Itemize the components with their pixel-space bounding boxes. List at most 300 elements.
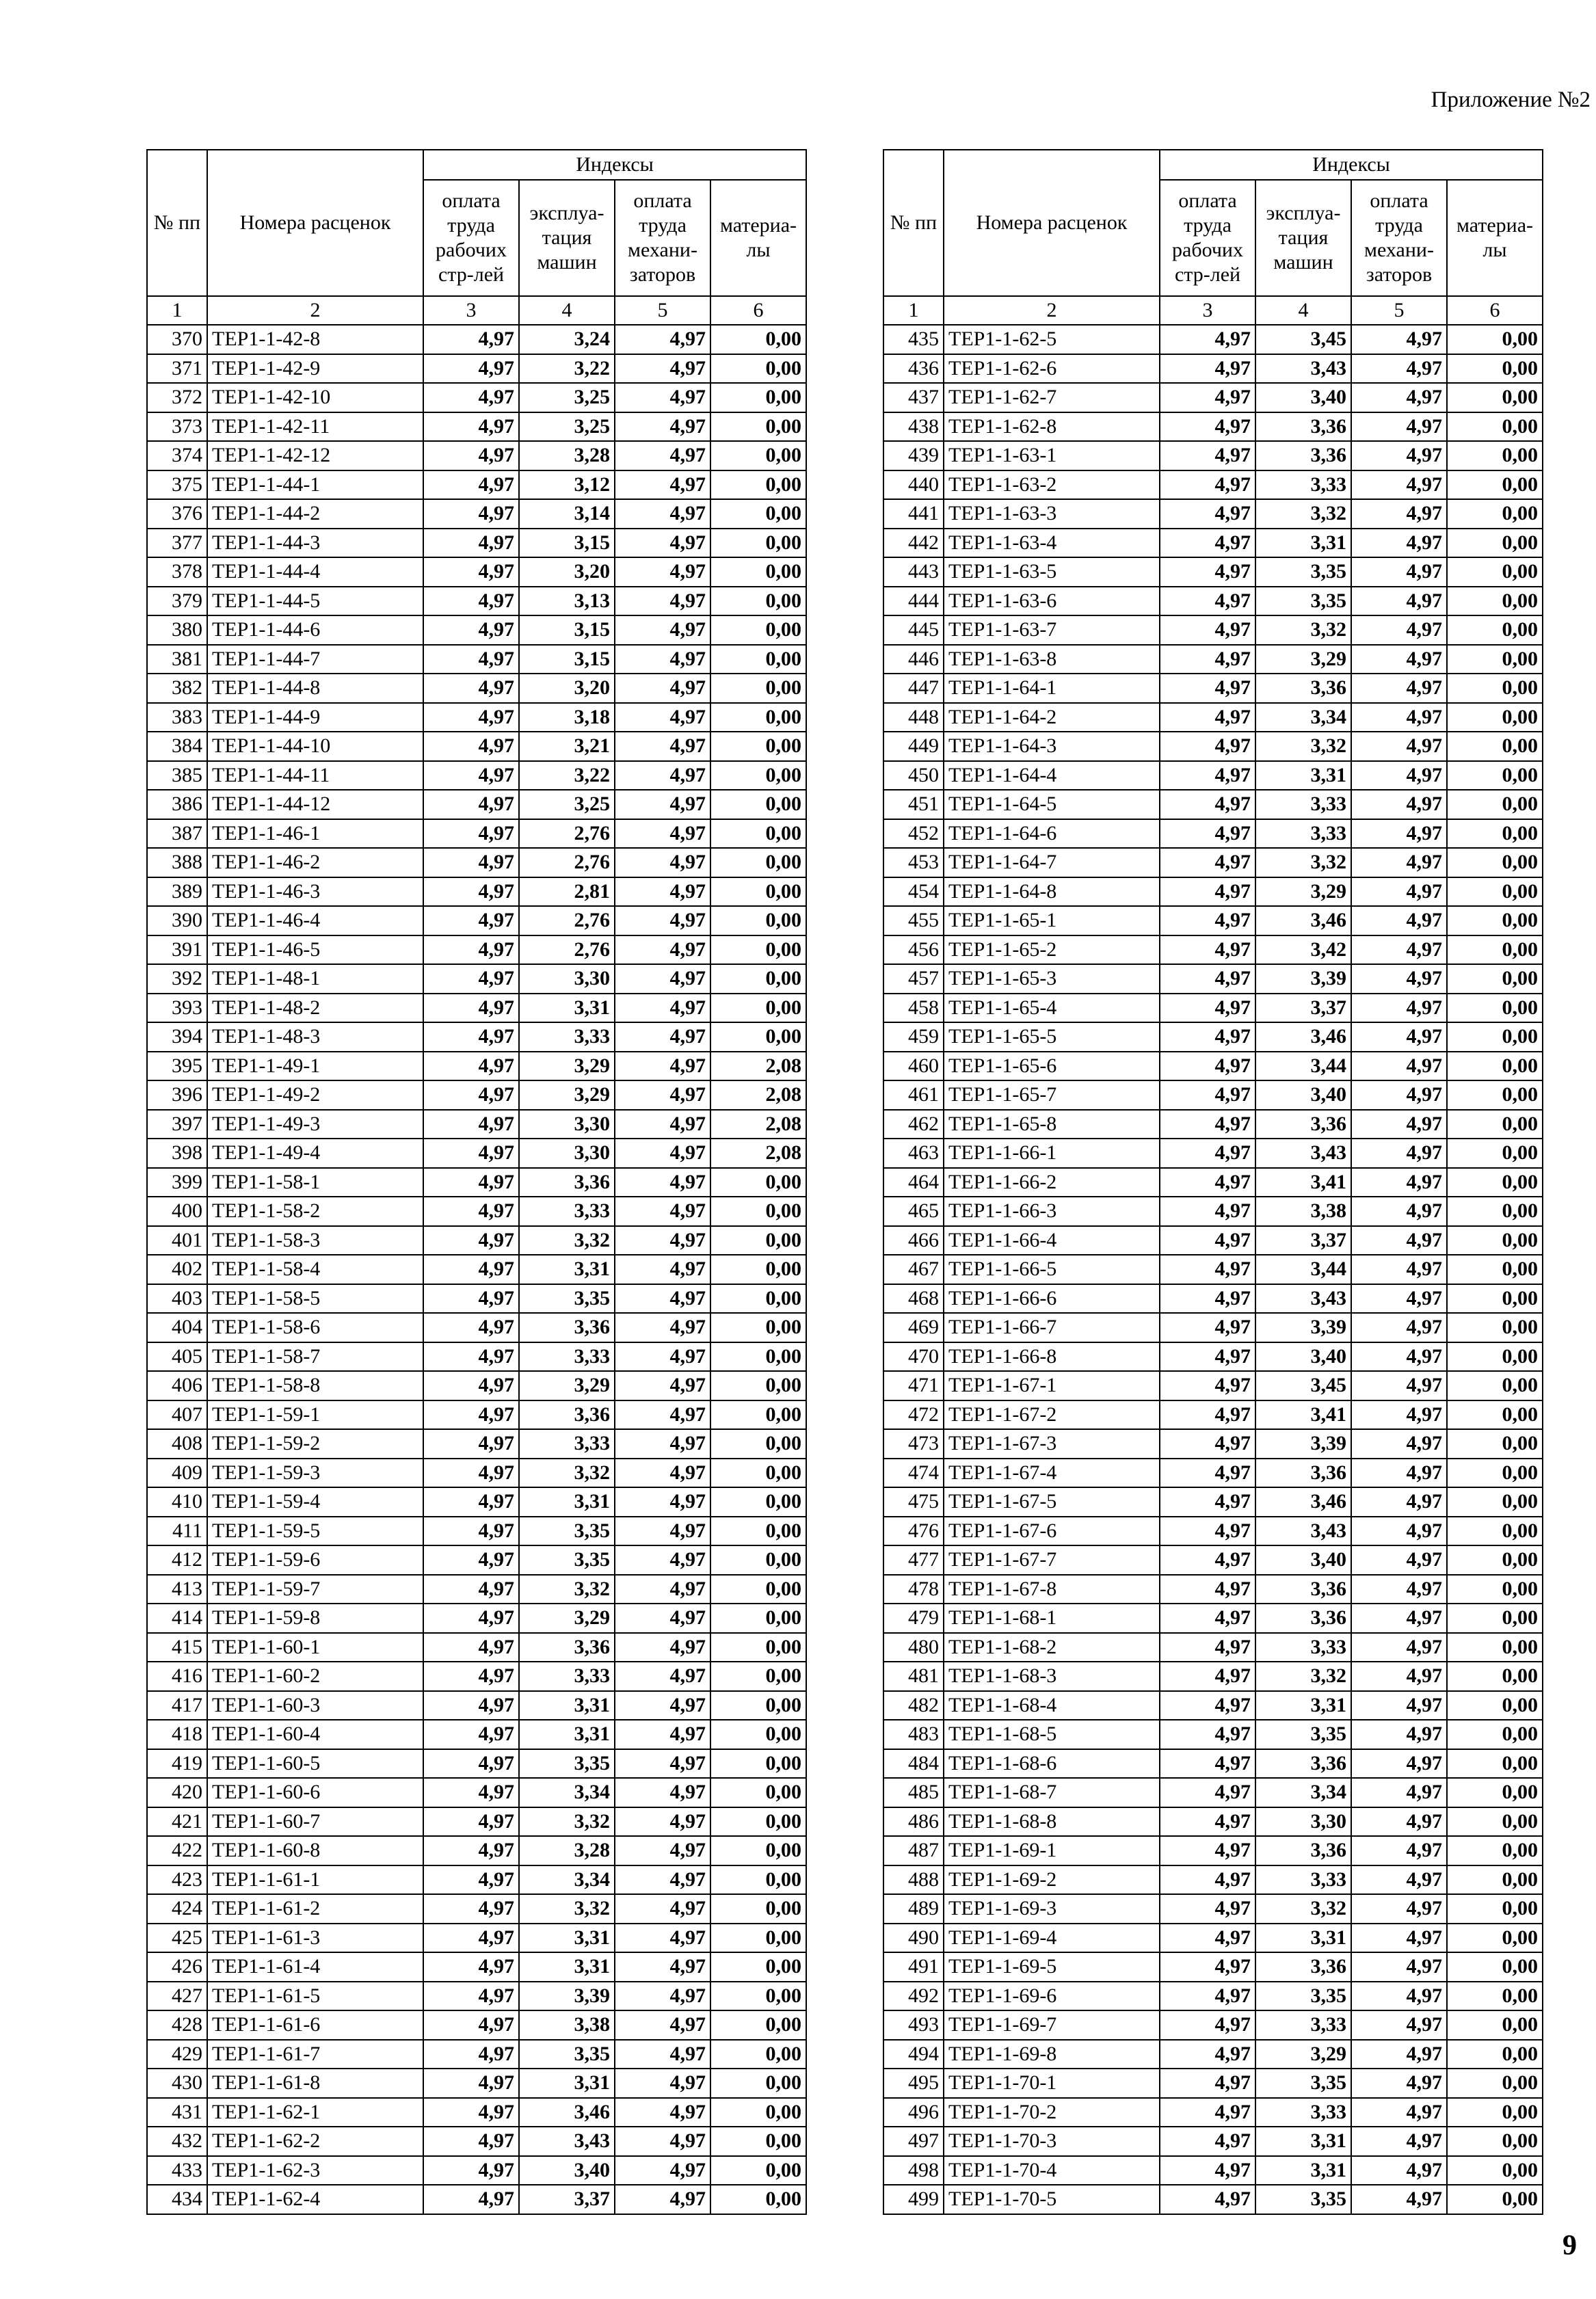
machines-index: 3,29 bbox=[519, 1371, 615, 1400]
rate-code: ТЕР1-1-62-5 bbox=[944, 325, 1160, 354]
materials-index: 0,00 bbox=[1447, 325, 1543, 354]
row-number: 386 bbox=[147, 790, 207, 819]
machines-index: 3,35 bbox=[1255, 1982, 1351, 2011]
table-row bbox=[883, 2156, 1543, 2185]
col-header-code: Номера расценок bbox=[944, 150, 1160, 296]
table-row bbox=[883, 1022, 1543, 1052]
materials-index: 0,00 bbox=[710, 964, 806, 994]
machines-index: 3,31 bbox=[519, 1924, 615, 1953]
machines-index: 3,34 bbox=[519, 1778, 615, 1807]
table-row bbox=[147, 1022, 806, 1052]
operators-index: 4,97 bbox=[615, 1778, 710, 1807]
machines-index: 3,44 bbox=[1255, 1255, 1351, 1284]
materials-index: 0,00 bbox=[1447, 1924, 1543, 1953]
row-number: 374 bbox=[147, 441, 207, 470]
table-row bbox=[147, 703, 806, 732]
row-number: 428 bbox=[147, 2010, 207, 2040]
operators-index: 4,97 bbox=[615, 1865, 710, 1895]
row-number: 451 bbox=[883, 790, 944, 819]
operators-index: 4,97 bbox=[1351, 1459, 1447, 1488]
table-row bbox=[147, 732, 806, 761]
operators-index: 4,97 bbox=[1351, 1894, 1447, 1924]
row-number: 463 bbox=[883, 1139, 944, 1168]
machines-index: 3,31 bbox=[519, 1720, 615, 1749]
table-row bbox=[147, 1865, 806, 1895]
row-number: 400 bbox=[147, 1197, 207, 1226]
operators-index: 4,97 bbox=[1351, 1284, 1447, 1314]
rate-code: ТЕР1-1-69-4 bbox=[944, 1924, 1160, 1953]
row-number: 418 bbox=[147, 1720, 207, 1749]
rate-code: ТЕР1-1-44-11 bbox=[207, 761, 423, 790]
table-row bbox=[147, 1080, 806, 1110]
row-number: 477 bbox=[883, 1545, 944, 1575]
wages-index: 4,97 bbox=[423, 906, 519, 935]
materials-index: 0,00 bbox=[1447, 1720, 1543, 1749]
operators-index: 4,97 bbox=[1351, 703, 1447, 732]
table-row bbox=[147, 1342, 806, 1372]
rate-code: ТЕР1-1-60-3 bbox=[207, 1691, 423, 1720]
row-number: 496 bbox=[883, 2098, 944, 2127]
rate-code: ТЕР1-1-66-7 bbox=[944, 1313, 1160, 1342]
row-number: 399 bbox=[147, 1168, 207, 1197]
rate-code: ТЕР1-1-58-7 bbox=[207, 1342, 423, 1372]
materials-index: 0,00 bbox=[1447, 1749, 1543, 1779]
operators-index: 4,97 bbox=[615, 2010, 710, 2040]
rates-table-right bbox=[883, 149, 1543, 2215]
row-number: 397 bbox=[147, 1110, 207, 1139]
operators-index: 4,97 bbox=[1351, 2010, 1447, 2040]
table-row bbox=[147, 761, 806, 790]
machines-index: 3,32 bbox=[519, 1226, 615, 1255]
materials-index: 0,00 bbox=[1447, 1517, 1543, 1546]
table-row bbox=[147, 1371, 806, 1400]
materials-index: 0,00 bbox=[1447, 1284, 1543, 1314]
operators-index: 4,97 bbox=[615, 906, 710, 935]
materials-index: 0,00 bbox=[1447, 1487, 1543, 1517]
wages-index: 4,97 bbox=[423, 1691, 519, 1720]
machines-index: 3,30 bbox=[519, 1110, 615, 1139]
table-row bbox=[883, 1313, 1543, 1342]
row-number: 388 bbox=[147, 848, 207, 877]
col-header-wages: оплата труда рабочих стр-лей bbox=[1160, 180, 1255, 296]
materials-index: 0,00 bbox=[1447, 587, 1543, 616]
machines-index: 3,43 bbox=[1255, 1517, 1351, 1546]
rate-code: ТЕР1-1-64-8 bbox=[944, 877, 1160, 907]
rate-code: ТЕР1-1-63-4 bbox=[944, 529, 1160, 558]
row-number: 416 bbox=[147, 1662, 207, 1691]
wages-index: 4,97 bbox=[423, 1894, 519, 1924]
machines-index: 3,36 bbox=[519, 1313, 615, 1342]
materials-index: 0,00 bbox=[1447, 1691, 1543, 1720]
materials-index: 0,00 bbox=[1447, 1807, 1543, 1837]
rate-code: ТЕР1-1-65-3 bbox=[944, 964, 1160, 994]
rate-code: ТЕР1-1-66-6 bbox=[944, 1284, 1160, 1314]
machines-index: 3,35 bbox=[1255, 557, 1351, 587]
table-row bbox=[147, 441, 806, 470]
col-header-machines: эксплуа-тация машин bbox=[1255, 180, 1351, 296]
operators-index: 4,97 bbox=[615, 412, 710, 442]
rate-code: ТЕР1-1-58-1 bbox=[207, 1168, 423, 1197]
rate-code: ТЕР1-1-49-4 bbox=[207, 1139, 423, 1168]
row-number: 434 bbox=[147, 2185, 207, 2214]
materials-index: 0,00 bbox=[710, 1720, 806, 1749]
table-row bbox=[147, 2127, 806, 2156]
wages-index: 4,97 bbox=[1160, 1022, 1255, 1052]
machines-index: 3,25 bbox=[519, 383, 615, 412]
table-row bbox=[883, 1604, 1543, 1633]
operators-index: 4,97 bbox=[615, 354, 710, 384]
machines-index: 3,32 bbox=[519, 1807, 615, 1837]
wages-index: 4,97 bbox=[1160, 557, 1255, 587]
operators-index: 4,97 bbox=[1351, 325, 1447, 354]
table-row bbox=[883, 1284, 1543, 1314]
operators-index: 4,97 bbox=[1351, 615, 1447, 645]
table-row bbox=[883, 615, 1543, 645]
row-number: 403 bbox=[147, 1284, 207, 1314]
wages-index: 4,97 bbox=[423, 994, 519, 1023]
machines-index: 3,37 bbox=[1255, 994, 1351, 1023]
row-number: 489 bbox=[883, 1894, 944, 1924]
table-row bbox=[883, 441, 1543, 470]
operators-index: 4,97 bbox=[1351, 499, 1447, 529]
operators-index: 4,97 bbox=[1351, 383, 1447, 412]
row-number: 470 bbox=[883, 1342, 944, 1372]
table-row bbox=[147, 499, 806, 529]
table-row bbox=[147, 1400, 806, 1430]
machines-index: 3,37 bbox=[519, 2185, 615, 2214]
operators-index: 4,97 bbox=[615, 1691, 710, 1720]
machines-index: 3,15 bbox=[519, 529, 615, 558]
wages-index: 4,97 bbox=[1160, 1284, 1255, 1314]
wages-index: 4,97 bbox=[1160, 877, 1255, 907]
table-row bbox=[883, 499, 1543, 529]
machines-index: 3,22 bbox=[519, 354, 615, 384]
wages-index: 4,97 bbox=[423, 819, 519, 849]
col-number: 1 bbox=[883, 296, 944, 325]
wages-index: 4,97 bbox=[423, 964, 519, 994]
rate-code: ТЕР1-1-68-7 bbox=[944, 1778, 1160, 1807]
table-row bbox=[147, 1982, 806, 2011]
wages-index: 4,97 bbox=[1160, 1197, 1255, 1226]
table-row bbox=[883, 587, 1543, 616]
materials-index: 0,00 bbox=[710, 1197, 806, 1226]
operators-index: 4,97 bbox=[1351, 1575, 1447, 1604]
rate-code: ТЕР1-1-69-5 bbox=[944, 1952, 1160, 1982]
wages-index: 4,97 bbox=[1160, 1865, 1255, 1895]
materials-index: 0,00 bbox=[710, 1778, 806, 1807]
row-number: 432 bbox=[147, 2127, 207, 2156]
rate-code: ТЕР1-1-48-2 bbox=[207, 994, 423, 1023]
materials-index: 0,00 bbox=[710, 557, 806, 587]
machines-index: 3,18 bbox=[519, 703, 615, 732]
rate-code: ТЕР1-1-68-1 bbox=[944, 1604, 1160, 1633]
materials-index: 0,00 bbox=[710, 1662, 806, 1691]
machines-index: 3,43 bbox=[1255, 354, 1351, 384]
row-number: 378 bbox=[147, 557, 207, 587]
wages-index: 4,97 bbox=[423, 790, 519, 819]
table-row bbox=[147, 906, 806, 935]
table-row bbox=[883, 1865, 1543, 1895]
materials-index: 0,00 bbox=[710, 2069, 806, 2098]
wages-index: 4,97 bbox=[423, 1633, 519, 1662]
machines-index: 3,25 bbox=[519, 790, 615, 819]
table-row bbox=[147, 964, 806, 994]
wages-index: 4,97 bbox=[423, 1342, 519, 1372]
row-number: 498 bbox=[883, 2156, 944, 2185]
table-row bbox=[883, 2069, 1543, 2098]
rate-code: ТЕР1-1-62-2 bbox=[207, 2127, 423, 2156]
machines-index: 3,39 bbox=[519, 1982, 615, 2011]
rate-code: ТЕР1-1-63-2 bbox=[944, 470, 1160, 500]
rate-code: ТЕР1-1-62-3 bbox=[207, 2156, 423, 2185]
row-number: 483 bbox=[883, 1720, 944, 1749]
machines-index: 3,33 bbox=[519, 1662, 615, 1691]
rate-code: ТЕР1-1-61-5 bbox=[207, 1982, 423, 2011]
materials-index: 0,00 bbox=[710, 2098, 806, 2127]
materials-index: 0,00 bbox=[710, 2127, 806, 2156]
machines-index: 3,31 bbox=[1255, 2127, 1351, 2156]
wages-index: 4,97 bbox=[1160, 1517, 1255, 1546]
materials-index: 0,00 bbox=[710, 615, 806, 645]
wages-index: 4,97 bbox=[1160, 587, 1255, 616]
operators-index: 4,97 bbox=[615, 1807, 710, 1837]
rate-code: ТЕР1-1-44-4 bbox=[207, 557, 423, 587]
wages-index: 4,97 bbox=[423, 2010, 519, 2040]
row-number: 440 bbox=[883, 470, 944, 500]
rate-code: ТЕР1-1-65-6 bbox=[944, 1052, 1160, 1081]
rate-code: ТЕР1-1-68-4 bbox=[944, 1691, 1160, 1720]
wages-index: 4,97 bbox=[423, 325, 519, 354]
rate-code: ТЕР1-1-69-7 bbox=[944, 2010, 1160, 2040]
rates-table-left bbox=[146, 149, 807, 2215]
wages-index: 4,97 bbox=[423, 935, 519, 965]
row-number: 454 bbox=[883, 877, 944, 907]
table-row bbox=[883, 1575, 1543, 1604]
rate-code: ТЕР1-1-68-3 bbox=[944, 1662, 1160, 1691]
operators-index: 4,97 bbox=[615, 1139, 710, 1168]
materials-index: 0,00 bbox=[1447, 1313, 1543, 1342]
wages-index: 4,97 bbox=[1160, 2185, 1255, 2214]
table-row bbox=[147, 1139, 806, 1168]
rate-code: ТЕР1-1-63-8 bbox=[944, 645, 1160, 674]
rate-code: ТЕР1-1-65-8 bbox=[944, 1110, 1160, 1139]
rate-code: ТЕР1-1-42-10 bbox=[207, 383, 423, 412]
rate-code: ТЕР1-1-49-3 bbox=[207, 1110, 423, 1139]
row-number: 469 bbox=[883, 1313, 944, 1342]
rate-code: ТЕР1-1-59-3 bbox=[207, 1459, 423, 1488]
row-number: 410 bbox=[147, 1487, 207, 1517]
row-number: 473 bbox=[883, 1429, 944, 1459]
table-row bbox=[883, 2185, 1543, 2214]
operators-index: 4,97 bbox=[615, 1517, 710, 1546]
machines-index: 3,40 bbox=[1255, 383, 1351, 412]
row-number: 370 bbox=[147, 325, 207, 354]
row-number: 466 bbox=[883, 1226, 944, 1255]
operators-index: 4,97 bbox=[615, 1575, 710, 1604]
materials-index: 0,00 bbox=[710, 470, 806, 500]
machines-index: 3,32 bbox=[519, 1894, 615, 1924]
table-row bbox=[883, 1982, 1543, 2011]
table-row bbox=[883, 529, 1543, 558]
table-row bbox=[883, 1139, 1543, 1168]
row-number: 394 bbox=[147, 1022, 207, 1052]
materials-index: 0,00 bbox=[1447, 1371, 1543, 1400]
rate-code: ТЕР1-1-65-5 bbox=[944, 1022, 1160, 1052]
table-row bbox=[883, 1952, 1543, 1982]
operators-index: 4,97 bbox=[615, 615, 710, 645]
row-number: 433 bbox=[147, 2156, 207, 2185]
rate-code: ТЕР1-1-70-5 bbox=[944, 2185, 1160, 2214]
materials-index: 0,00 bbox=[710, 935, 806, 965]
materials-index: 0,00 bbox=[1447, 557, 1543, 587]
operators-index: 4,97 bbox=[615, 1982, 710, 2011]
operators-index: 4,97 bbox=[1351, 412, 1447, 442]
appendix-label: Приложение №2 bbox=[1431, 88, 1591, 112]
rate-code: ТЕР1-1-64-4 bbox=[944, 761, 1160, 790]
wages-index: 4,97 bbox=[1160, 1255, 1255, 1284]
rate-code: ТЕР1-1-67-6 bbox=[944, 1517, 1160, 1546]
machines-index: 3,28 bbox=[519, 441, 615, 470]
wages-index: 4,97 bbox=[1160, 2040, 1255, 2069]
operators-index: 4,97 bbox=[1351, 1255, 1447, 1284]
table-row bbox=[883, 1400, 1543, 1430]
materials-index: 0,00 bbox=[1447, 1139, 1543, 1168]
operators-index: 4,97 bbox=[615, 1604, 710, 1633]
row-number: 379 bbox=[147, 587, 207, 616]
table-row bbox=[147, 1952, 806, 1982]
wages-index: 4,97 bbox=[423, 441, 519, 470]
wages-index: 4,97 bbox=[1160, 1982, 1255, 2011]
machines-index: 2,76 bbox=[519, 848, 615, 877]
row-number: 376 bbox=[147, 499, 207, 529]
col-number: 6 bbox=[710, 296, 806, 325]
rate-code: ТЕР1-1-60-2 bbox=[207, 1662, 423, 1691]
machines-index: 3,29 bbox=[519, 1080, 615, 1110]
wages-index: 4,97 bbox=[1160, 1052, 1255, 1081]
wages-index: 4,97 bbox=[423, 703, 519, 732]
row-number: 383 bbox=[147, 703, 207, 732]
machines-index: 3,39 bbox=[1255, 1429, 1351, 1459]
operators-index: 4,97 bbox=[1351, 1749, 1447, 1779]
col-header-materials: материа-лы bbox=[1447, 180, 1543, 296]
rate-code: ТЕР1-1-68-2 bbox=[944, 1633, 1160, 1662]
rate-code: ТЕР1-1-63-6 bbox=[944, 587, 1160, 616]
operators-index: 4,97 bbox=[615, 1836, 710, 1865]
wages-index: 4,97 bbox=[1160, 1691, 1255, 1720]
table-row bbox=[883, 1052, 1543, 1081]
col-header-code: Номера расценок bbox=[207, 150, 423, 296]
machines-index: 3,29 bbox=[1255, 2040, 1351, 2069]
operators-index: 4,97 bbox=[615, 1487, 710, 1517]
machines-index: 3,32 bbox=[1255, 615, 1351, 645]
rate-code: ТЕР1-1-59-5 bbox=[207, 1517, 423, 1546]
rate-code: ТЕР1-1-62-6 bbox=[944, 354, 1160, 384]
wages-index: 4,97 bbox=[1160, 499, 1255, 529]
table-row bbox=[883, 906, 1543, 935]
rate-code: ТЕР1-1-42-8 bbox=[207, 325, 423, 354]
table-row bbox=[147, 2010, 806, 2040]
machines-index: 3,35 bbox=[519, 1517, 615, 1546]
rate-code: ТЕР1-1-46-2 bbox=[207, 848, 423, 877]
rate-code: ТЕР1-1-61-4 bbox=[207, 1952, 423, 1982]
wages-index: 4,97 bbox=[423, 645, 519, 674]
wages-index: 4,97 bbox=[423, 1022, 519, 1052]
materials-index: 0,00 bbox=[710, 877, 806, 907]
wages-index: 4,97 bbox=[1160, 470, 1255, 500]
operators-index: 4,97 bbox=[1351, 1924, 1447, 1953]
materials-index: 0,00 bbox=[710, 994, 806, 1023]
materials-index: 0,00 bbox=[710, 2010, 806, 2040]
machines-index: 2,76 bbox=[519, 906, 615, 935]
materials-index: 0,00 bbox=[710, 1284, 806, 1314]
col-number: 5 bbox=[615, 296, 710, 325]
row-number: 482 bbox=[883, 1691, 944, 1720]
machines-index: 3,13 bbox=[519, 587, 615, 616]
table-row bbox=[147, 1313, 806, 1342]
materials-index: 0,00 bbox=[1447, 615, 1543, 645]
rate-code: ТЕР1-1-60-8 bbox=[207, 1836, 423, 1865]
rate-code: ТЕР1-1-58-5 bbox=[207, 1284, 423, 1314]
col-number: 5 bbox=[1351, 296, 1447, 325]
row-number: 430 bbox=[147, 2069, 207, 2098]
materials-index: 0,00 bbox=[710, 587, 806, 616]
table-row bbox=[883, 1807, 1543, 1837]
rate-code: ТЕР1-1-42-11 bbox=[207, 412, 423, 442]
col-header-wages: оплата труда рабочих стр-лей bbox=[423, 180, 519, 296]
machines-index: 2,81 bbox=[519, 877, 615, 907]
row-number: 404 bbox=[147, 1313, 207, 1342]
table-row bbox=[883, 1924, 1543, 1953]
operators-index: 4,97 bbox=[1351, 1633, 1447, 1662]
operators-index: 4,97 bbox=[1351, 1865, 1447, 1895]
row-number: 467 bbox=[883, 1255, 944, 1284]
table-row bbox=[147, 1459, 806, 1488]
table-row bbox=[147, 557, 806, 587]
wages-index: 4,97 bbox=[1160, 1778, 1255, 1807]
table-row bbox=[147, 1778, 806, 1807]
wages-index: 4,97 bbox=[1160, 1952, 1255, 1982]
wages-index: 4,97 bbox=[423, 1168, 519, 1197]
machines-index: 3,40 bbox=[1255, 1080, 1351, 1110]
wages-index: 4,97 bbox=[423, 2185, 519, 2214]
operators-index: 4,97 bbox=[615, 1633, 710, 1662]
machines-index: 3,31 bbox=[519, 1255, 615, 1284]
wages-index: 4,97 bbox=[423, 1749, 519, 1779]
machines-index: 3,20 bbox=[519, 557, 615, 587]
machines-index: 3,36 bbox=[1255, 1749, 1351, 1779]
operators-index: 4,97 bbox=[1351, 1052, 1447, 1081]
row-number: 475 bbox=[883, 1487, 944, 1517]
row-number: 443 bbox=[883, 557, 944, 587]
operators-index: 4,97 bbox=[615, 1284, 710, 1314]
table-row bbox=[147, 1255, 806, 1284]
materials-index: 0,00 bbox=[1447, 1080, 1543, 1110]
rate-code: ТЕР1-1-70-4 bbox=[944, 2156, 1160, 2185]
rate-code: ТЕР1-1-69-6 bbox=[944, 1982, 1160, 2011]
machines-index: 3,36 bbox=[1255, 1459, 1351, 1488]
materials-index: 0,00 bbox=[1447, 1110, 1543, 1139]
row-number: 447 bbox=[883, 674, 944, 703]
operators-index: 4,97 bbox=[615, 1400, 710, 1430]
materials-index: 0,00 bbox=[710, 441, 806, 470]
wages-index: 4,97 bbox=[423, 587, 519, 616]
rate-code: ТЕР1-1-63-7 bbox=[944, 615, 1160, 645]
table-row bbox=[147, 790, 806, 819]
machines-index: 3,31 bbox=[519, 1691, 615, 1720]
rate-code: ТЕР1-1-66-2 bbox=[944, 1168, 1160, 1197]
wages-index: 4,97 bbox=[1160, 615, 1255, 645]
col-header-machines: эксплуа-тация машин bbox=[519, 180, 615, 296]
